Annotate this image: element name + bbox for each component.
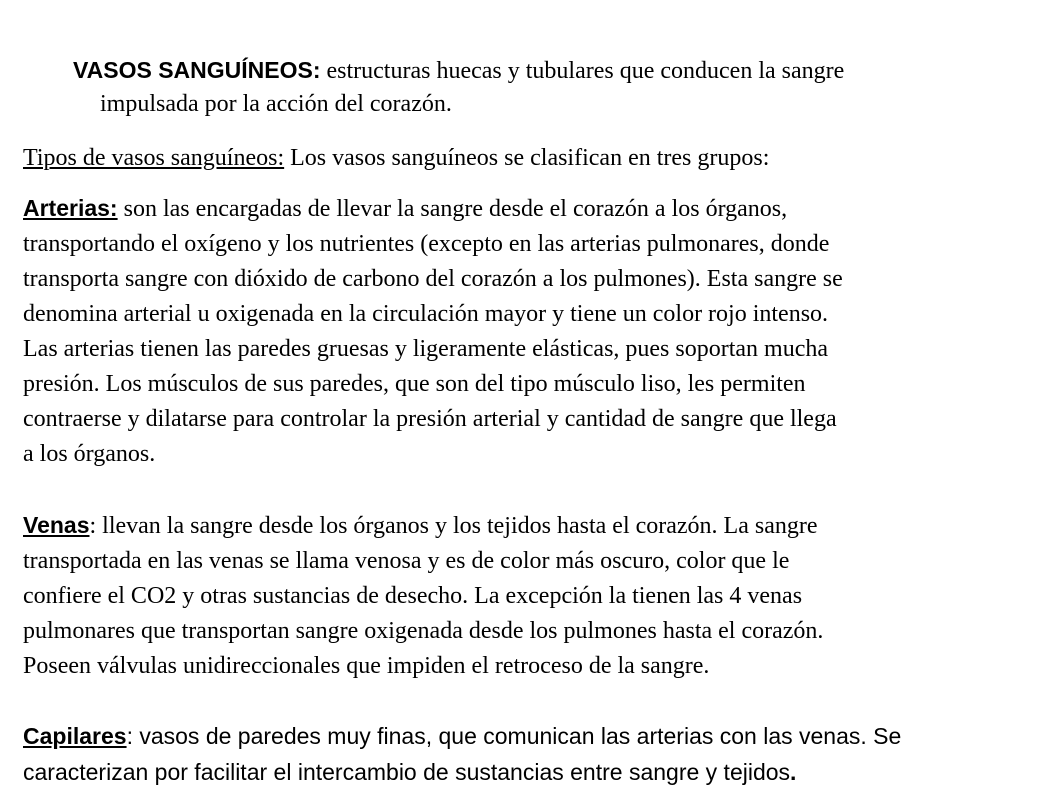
venas-label: Venas	[23, 512, 90, 538]
arterias-line: Arterias: son las encargadas de llevar la sangre desde el corazón a los órganos,	[23, 195, 788, 222]
title-label: VASOS SANGUÍNEOS:	[73, 57, 321, 83]
capilares-paragraph	[23, 719, 1043, 790]
capilares-label: Capilares	[23, 723, 127, 749]
title-text-1: estructuras huecas y tubulares que conducen la sangre	[320, 58, 845, 84]
arterias-line: presión. Los músculos de sus paredes, que son del tipo músculo liso, les permiten	[23, 371, 806, 397]
arterias-label: Arterias:	[23, 195, 118, 221]
arterias-line: contraerse y dilatarse para controlar la presión arterial y cantidad de sangre que llega	[23, 406, 837, 432]
venas-line: Venas: llevan la sangre desde los órganos y los tejidos hasta el corazón. La sangre	[23, 512, 818, 539]
title-line-1	[73, 54, 1033, 88]
venas-line: transportada en las venas se llama venosa y es de color más oscuro, color que le	[23, 548, 790, 574]
arterias-paragraph	[23, 191, 1043, 472]
arterias-line: transportando el oxígeno y los nutrientes (excepto en las arterias pulmonares, donde	[23, 231, 830, 257]
venas-line: pulmonares que transportan sangre oxigenada desde los pulmones hasta el corazón.	[23, 618, 824, 644]
title-line-2: impulsada por la acción del corazón.	[100, 91, 452, 117]
arterias-line: Las arterias tienen las paredes gruesas y ligeramente elásticas, pues soportan mucha	[23, 336, 829, 362]
venas-line: confiere el CO2 y otras sustancias de desecho. La excepción la tienen las 4 venas	[23, 583, 803, 609]
arterias-line: a los órganos.	[23, 441, 156, 467]
types-paragraph	[23, 141, 1043, 176]
capilares-line: Capilares: vasos de paredes muy finas, que comunican las arterias con las venas. Se	[23, 723, 902, 749]
venas-line: Poseen válvulas unidireccionales que impiden el retroceso de la sangre.	[23, 653, 710, 679]
arterias-line: denomina arterial u oxigenada en la circulación mayor y tiene un color rojo intenso.	[23, 301, 829, 327]
title-paragraph	[73, 54, 1033, 121]
arterias-line: transporta sangre con dióxido de carbono del corazón a los pulmones). Esta sangre se	[23, 266, 843, 292]
types-text: Los vasos sanguíneos se clasifican en tres grupos:	[284, 145, 770, 171]
capilares-line: caracterizan por facilitar el intercambio de sustancias entre sangre y tejidos.	[23, 759, 797, 785]
venas-paragraph	[23, 508, 1043, 684]
types-label: Tipos de vasos sanguíneos:	[23, 145, 285, 171]
